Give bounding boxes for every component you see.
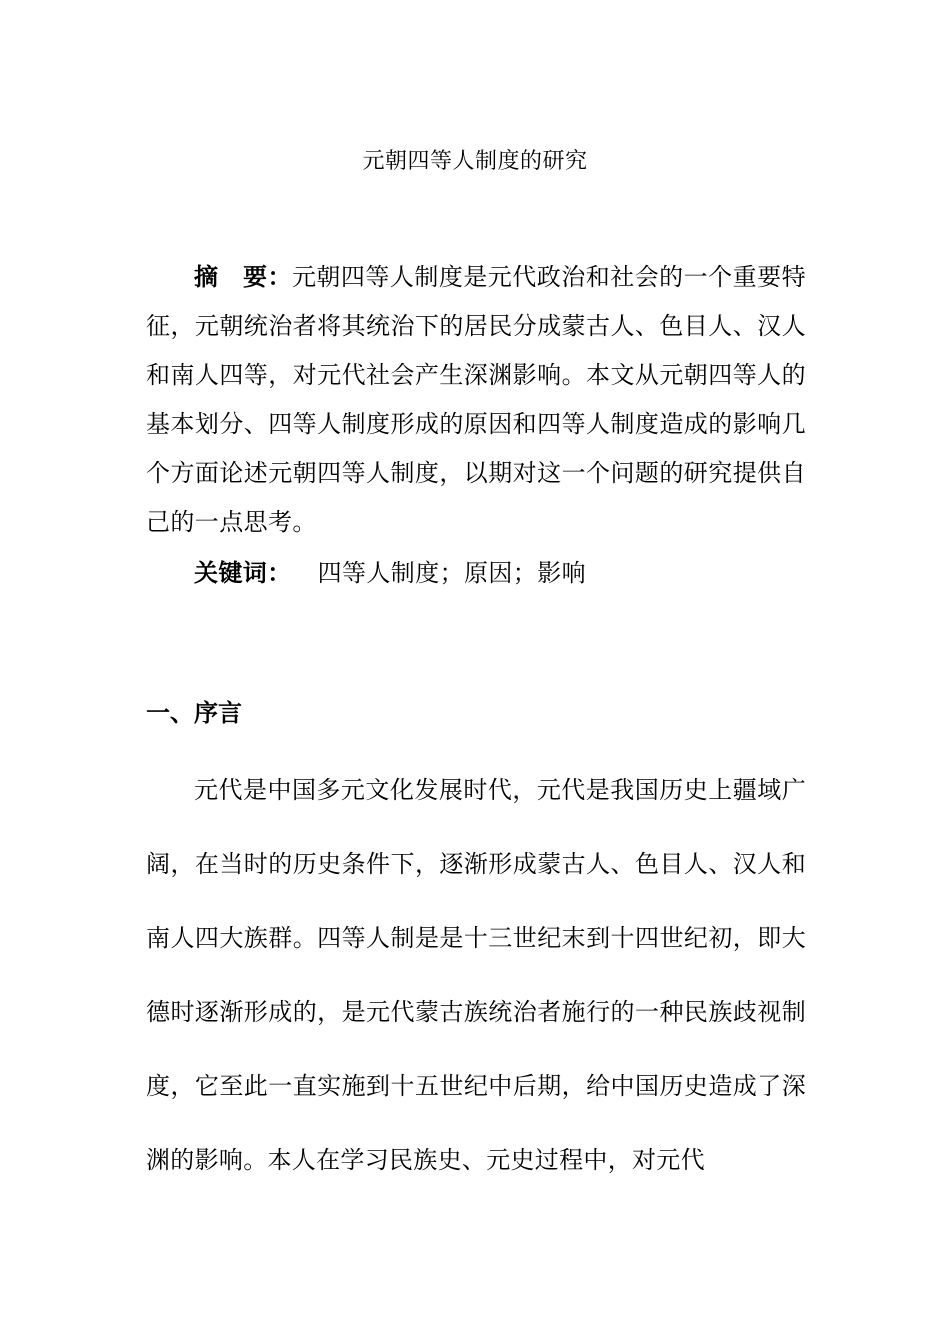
- abstract-label: 摘 要：: [194, 263, 292, 291]
- keywords-text: 四等人制度；原因；影响: [317, 559, 587, 587]
- document-title: 元朝四等人制度的研究: [362, 149, 588, 174]
- section-paragraph: 元代是中国多元文化发展时代，元代是我国历史上疆域广阔，在当时的历史条件下，逐渐形成蒙古人、色目人、汉人和南人四大族群。四等人制是是十三世纪末到十四世纪初，即大德时逐渐形成的，是元代蒙古族统治者施行的一种民族歧视制度，它至此一直实施到十五世纪中后期，给中国历史造成了深渊的影响。本人在学习民族史、元史过程中，对元代: [146, 776, 806, 1174]
- keywords-line: [194, 551, 806, 595]
- section-heading: 一、序言: [146, 699, 242, 727]
- abstract-paragraph: [146, 253, 806, 547]
- keywords-label: 关键词：: [194, 559, 292, 587]
- abstract-text: 元朝四等人制度是元代政治和社会的一个重要特征，元朝统治者将其统治下的居民分成蒙古人、色目人、汉人和南人四等，对元代社会产生深渊影响。本文从元朝四等人的基本划分、四等人制度形成的原因和四等人制度造成的影响几个方面论述元朝四等人制度，以期对这一个问题的研究提供自己的一点思考。: [146, 263, 806, 536]
